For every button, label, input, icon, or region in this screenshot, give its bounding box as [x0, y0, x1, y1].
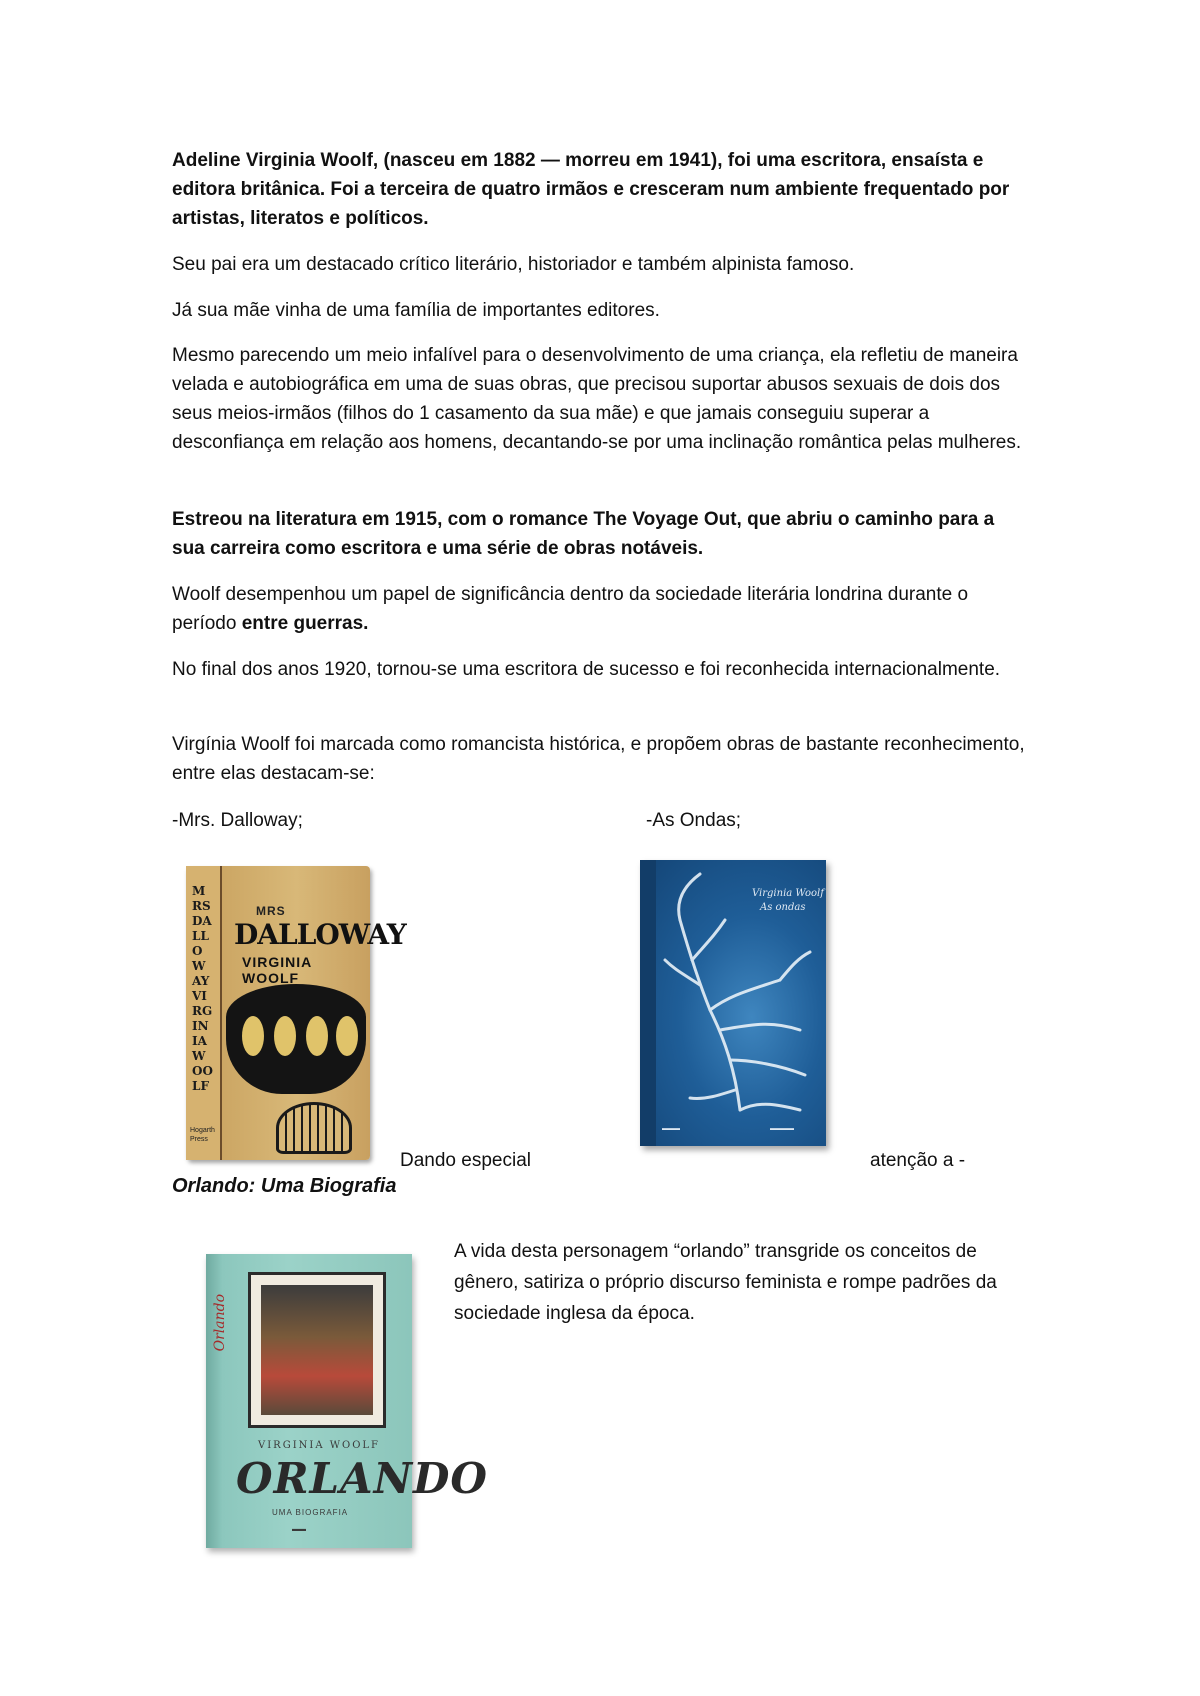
- dalloway-cover-dot: [306, 1016, 328, 1056]
- dalloway-cover-shell: [276, 1102, 352, 1154]
- dalloway-cover-dot: [274, 1016, 296, 1056]
- ondas-cover-image: [640, 860, 826, 1146]
- dalloway-cover-small-title: MRS: [256, 904, 286, 918]
- role-paragraph: [172, 580, 1030, 638]
- dalloway-spine-text: MRS DALLOWAY VIRGINIA WOOLF: [192, 884, 213, 1093]
- success-paragraph: No final dos anos 1920, tornou-se uma escritora de sucesso e foi reconhecida internacionalmente.: [172, 659, 1001, 680]
- ondas-cover-translator-mark: ▬▬▬▬: [770, 1126, 794, 1132]
- highlight-text-end: atenção a -: [870, 1150, 966, 1171]
- debut-paragraph: Estreou na literatura em 1915, com o romance The Voyage Out, que abriu o caminho para a sua carreira como escritora e uma série de obras notáveis.: [172, 509, 995, 559]
- orlando-cover-subtitle: UMA BIOGRAFIA: [272, 1508, 349, 1517]
- dalloway-cover-image: [186, 866, 406, 1160]
- ondas-cover-publisher-mark: ▬▬▬: [662, 1126, 680, 1132]
- childhood-paragraph: Mesmo parecendo um meio infalível para o desenvolvimento de uma criança, ela refletiu de maneira velada e autobiográfica em uma de suas obras, que precisou suportar abusos sexuais de dois dos seus meios-irmãos (filhos do 1 casamento da sua mãe) e que jamais conseguiu superar a desconfiança em relação aos homens, decantando-se por uma inclinação romântica pelas mulheres.: [172, 345, 1022, 453]
- dalloway-cover-publisher: Hogarth Press: [190, 1127, 215, 1143]
- orlando-title: Orlando: Uma Biografia: [172, 1175, 397, 1197]
- works-intro-paragraph: Virgínia Woolf foi marcada como romancista histórica, e propõem obras de bastante reconhecimento, entre elas destacam-se:: [172, 734, 1025, 784]
- work-item-dalloway: -Mrs. Dalloway;: [172, 810, 303, 831]
- dalloway-cover-spine: [186, 866, 222, 1160]
- work-item-ondas: -As Ondas;: [646, 810, 742, 831]
- orlando-cover-window: [248, 1272, 386, 1428]
- dalloway-cover-dot: [336, 1016, 358, 1056]
- orlando-cover-illustration: [261, 1285, 373, 1415]
- intro-paragraph: Adeline Virginia Woolf, (nasceu em 1882 — morreu em 1941), foi uma escritora, ensaísta e editora britânica. Foi a terceira de quatro irmãos e cresceram num ambiente frequentado por artistas, literatos e políticos.: [172, 150, 1010, 229]
- orlando-cover-publisher-mark: ▬▬: [292, 1526, 306, 1533]
- dalloway-cover-title: DALLOWAY: [234, 918, 406, 951]
- orlando-description: A vida desta personagem “orlando” transgride os conceitos de gênero, satiriza o próprio discurso feminista e rompe padrões da sociedade inglesa da época.: [454, 1241, 997, 1324]
- role-text: Woolf desempenhou um papel de significância dentro da sociedade literária londrina durante o período: [172, 584, 969, 634]
- orlando-cover-image: [206, 1254, 489, 1548]
- dalloway-cover-dot: [242, 1016, 264, 1056]
- highlight-text-start: Dando especial: [400, 1150, 531, 1171]
- ondas-cover-author: Virginia Woolf: [752, 888, 824, 899]
- orlando-cover-author: VIRGINIA WOOLF: [258, 1440, 380, 1451]
- mother-paragraph: Já sua mãe vinha de uma família de importantes editores.: [172, 300, 660, 321]
- orlando-cover-title: ORLANDO: [236, 1454, 489, 1503]
- role-bold-text: entre guerras.: [241, 613, 369, 634]
- orlando-cover-side-title: Orlando: [212, 1294, 228, 1352]
- father-paragraph: Seu pai era um destacado crítico literário, historiador e também alpinista famoso.: [172, 254, 855, 275]
- ondas-cover-title: As ondas: [760, 902, 806, 913]
- dalloway-cover-author: VIRGINIA WOOLF: [242, 954, 312, 986]
